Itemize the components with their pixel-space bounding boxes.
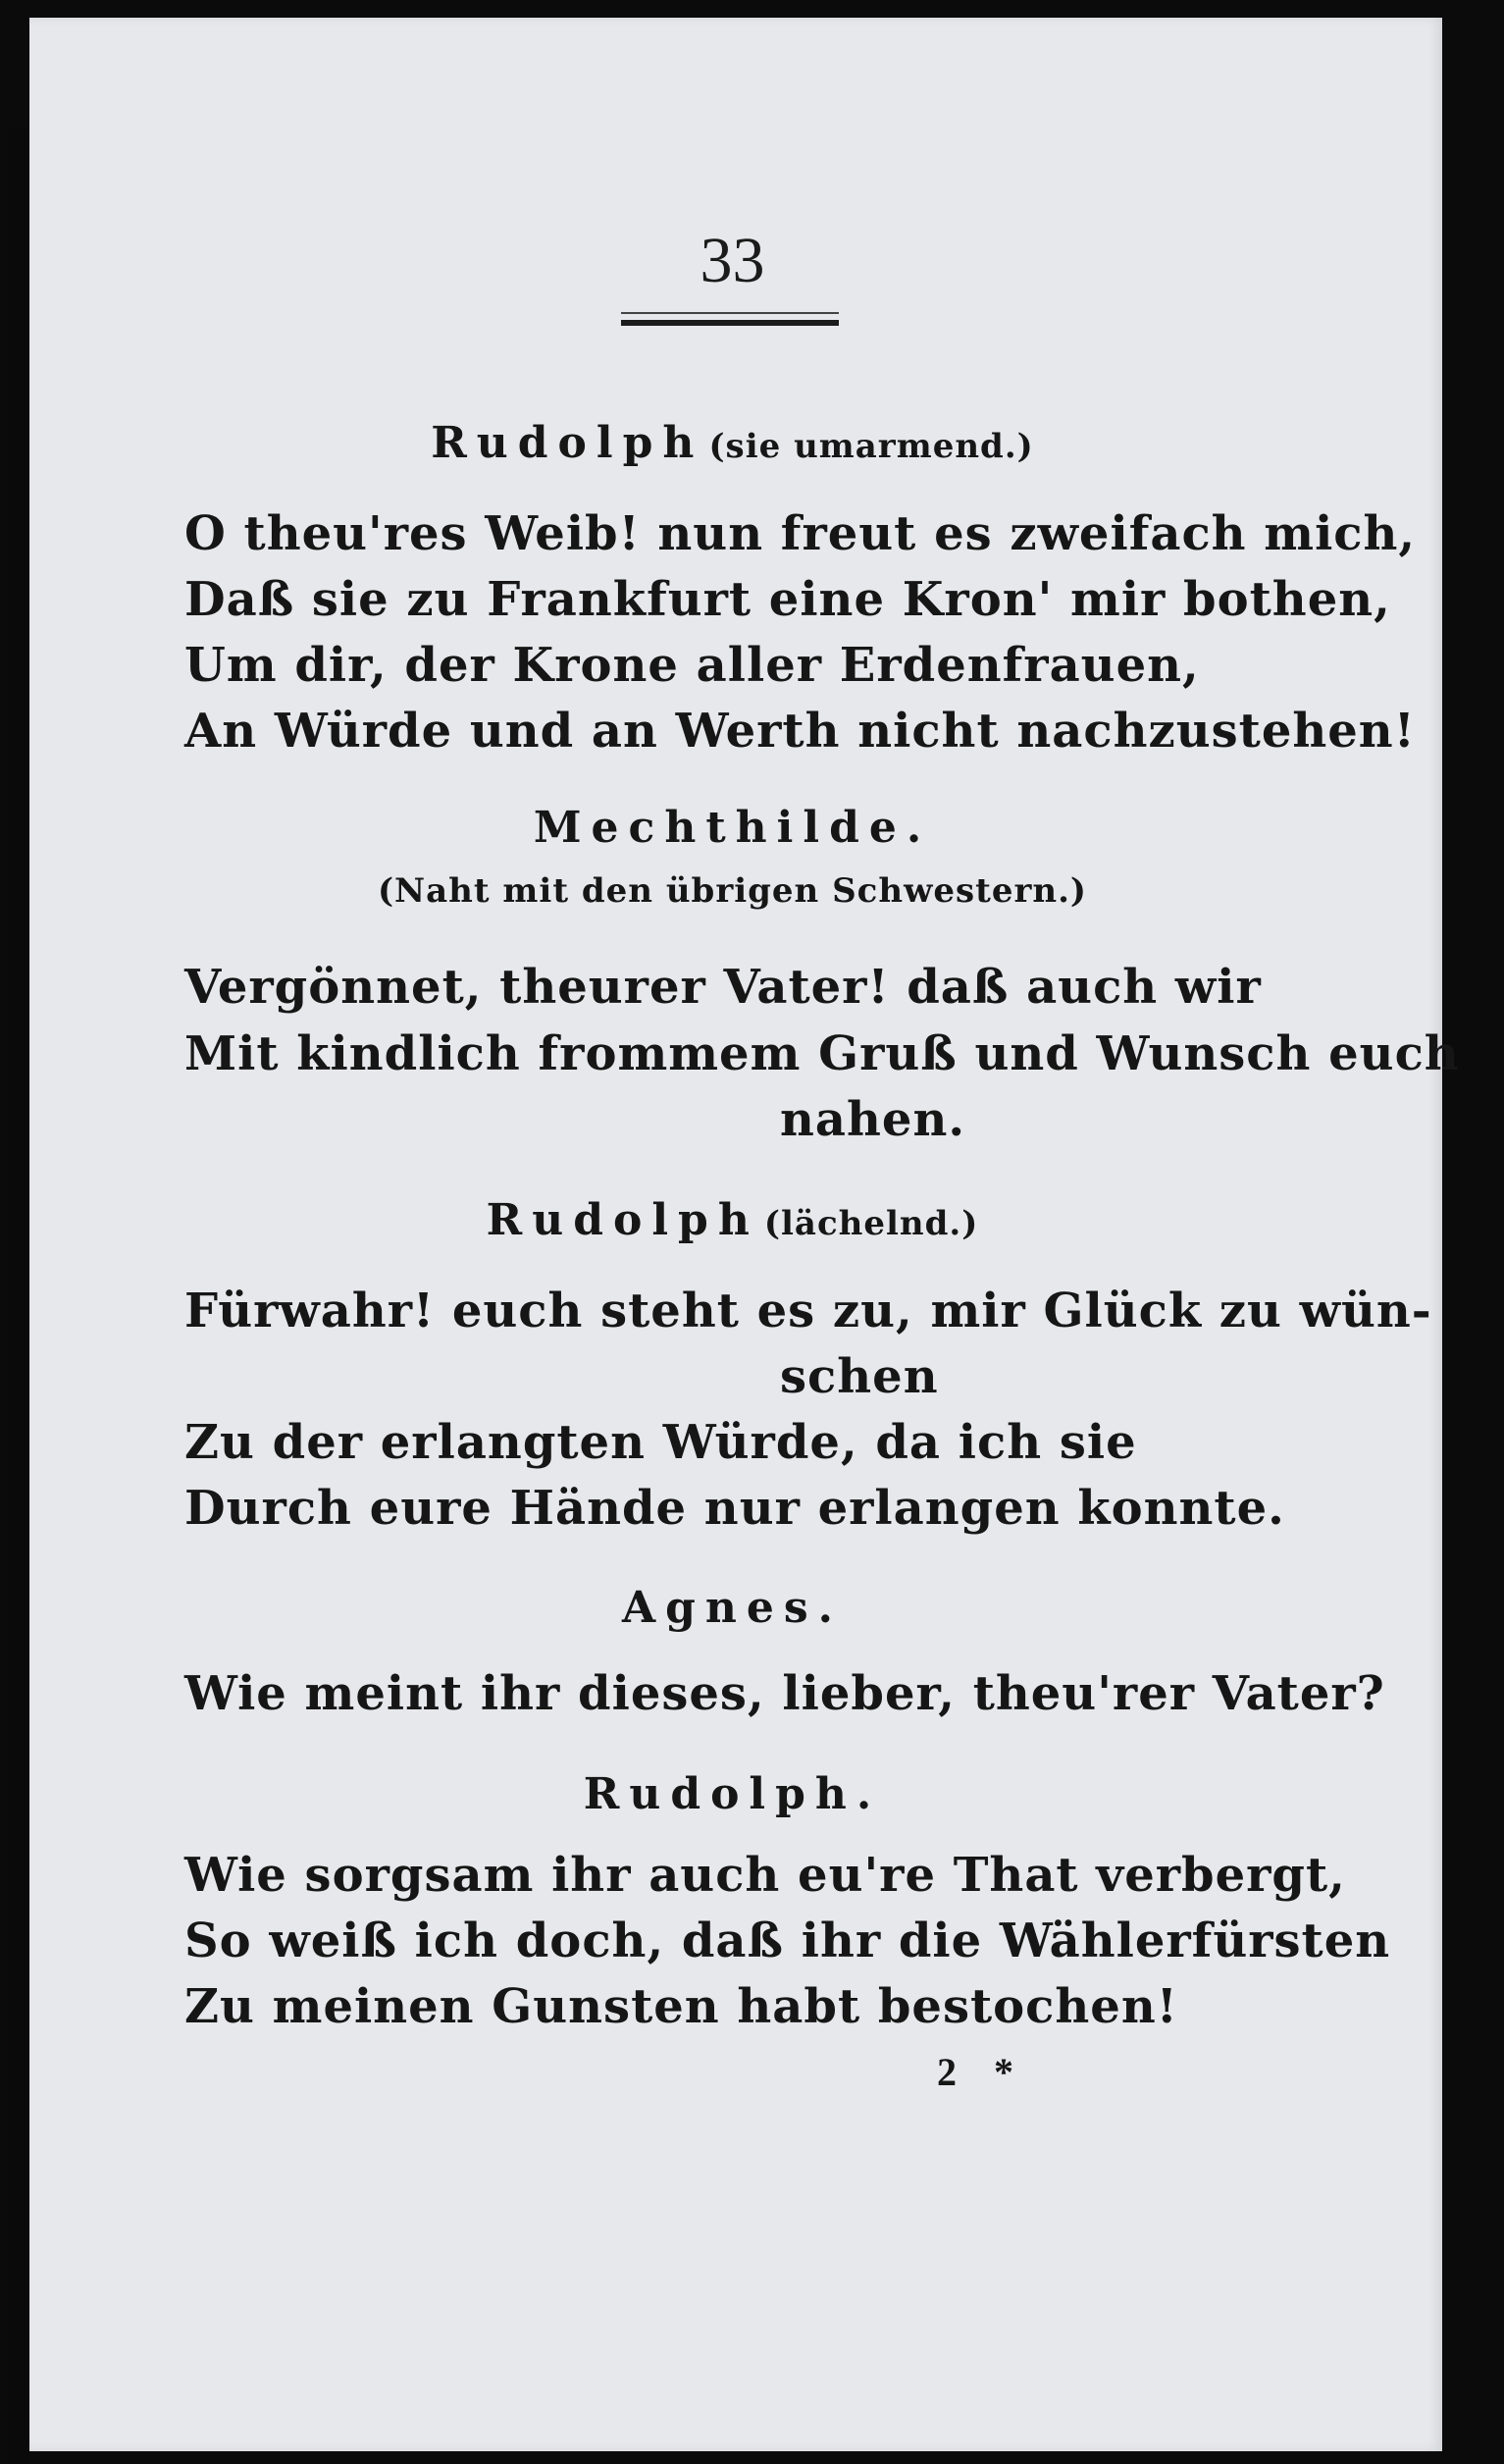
speaker-name: Rudolph xyxy=(486,1195,759,1245)
verse-line: Wie sorgsam ihr auch eu're That verbergt, xyxy=(184,1848,1346,1903)
page-number-rule-thin xyxy=(621,312,839,314)
page-number-rule xyxy=(621,320,839,326)
verse-line: Zu der erlangten Würde, da ich sie xyxy=(184,1415,1137,1470)
signature-mark: 2 * xyxy=(937,2050,1027,2094)
stage-direction: (sie umarmend.) xyxy=(708,427,1034,466)
page-number: 33 xyxy=(700,225,765,296)
speaker-name: Mechthilde. xyxy=(533,803,932,853)
verse-line: Vergönnet, theurer Vater! daß auch wir xyxy=(184,960,1262,1015)
stage-direction: (lächelnd.) xyxy=(763,1204,979,1243)
speaker-name: Agnes. xyxy=(622,1583,843,1633)
speaker-heading-rudolph-1 xyxy=(29,418,1435,468)
speaker-name: Rudolph xyxy=(431,418,704,468)
verse-line-continuation: nahen. xyxy=(780,1092,966,1147)
binding-edge xyxy=(8,128,29,2464)
verse-line: Fürwahr! euch steht es zu, mir Glück zu wün- xyxy=(184,1284,1432,1338)
verse-line: Zu meinen Gunsten habt bestochen! xyxy=(184,1979,1178,2034)
verse-line: So weiß ich doch, daß ihr die Wählerfürsten xyxy=(184,1914,1391,1968)
verse-line: Mit kindlich frommem Gruß und Wunsch euch xyxy=(184,1026,1460,1081)
verse-line: O theu'res Weib! nun freut es zweifach mich, xyxy=(184,506,1417,561)
verse-line: Daß sie zu Frankfurt eine Kron' mir bothen, xyxy=(184,572,1391,627)
verse-line-continuation: schen xyxy=(780,1349,939,1404)
verse-line: Durch eure Hände nur erlangen konnte. xyxy=(184,1481,1285,1536)
book-page xyxy=(29,18,1460,2451)
verse-line: Um dir, der Krone aller Erdenfrauen, xyxy=(184,638,1200,693)
speaker-heading-rudolph-2 xyxy=(29,1195,1435,1245)
stage-direction: (Naht mit den übrigen Schwestern.) xyxy=(377,871,1088,911)
speaker-name: Rudolph. xyxy=(583,1769,882,1819)
verse-line: Wie meint ihr dieses, lieber, theu'rer Vater? xyxy=(184,1666,1385,1721)
verse-line: An Würde und an Werth nicht nachzustehen! xyxy=(184,704,1416,759)
